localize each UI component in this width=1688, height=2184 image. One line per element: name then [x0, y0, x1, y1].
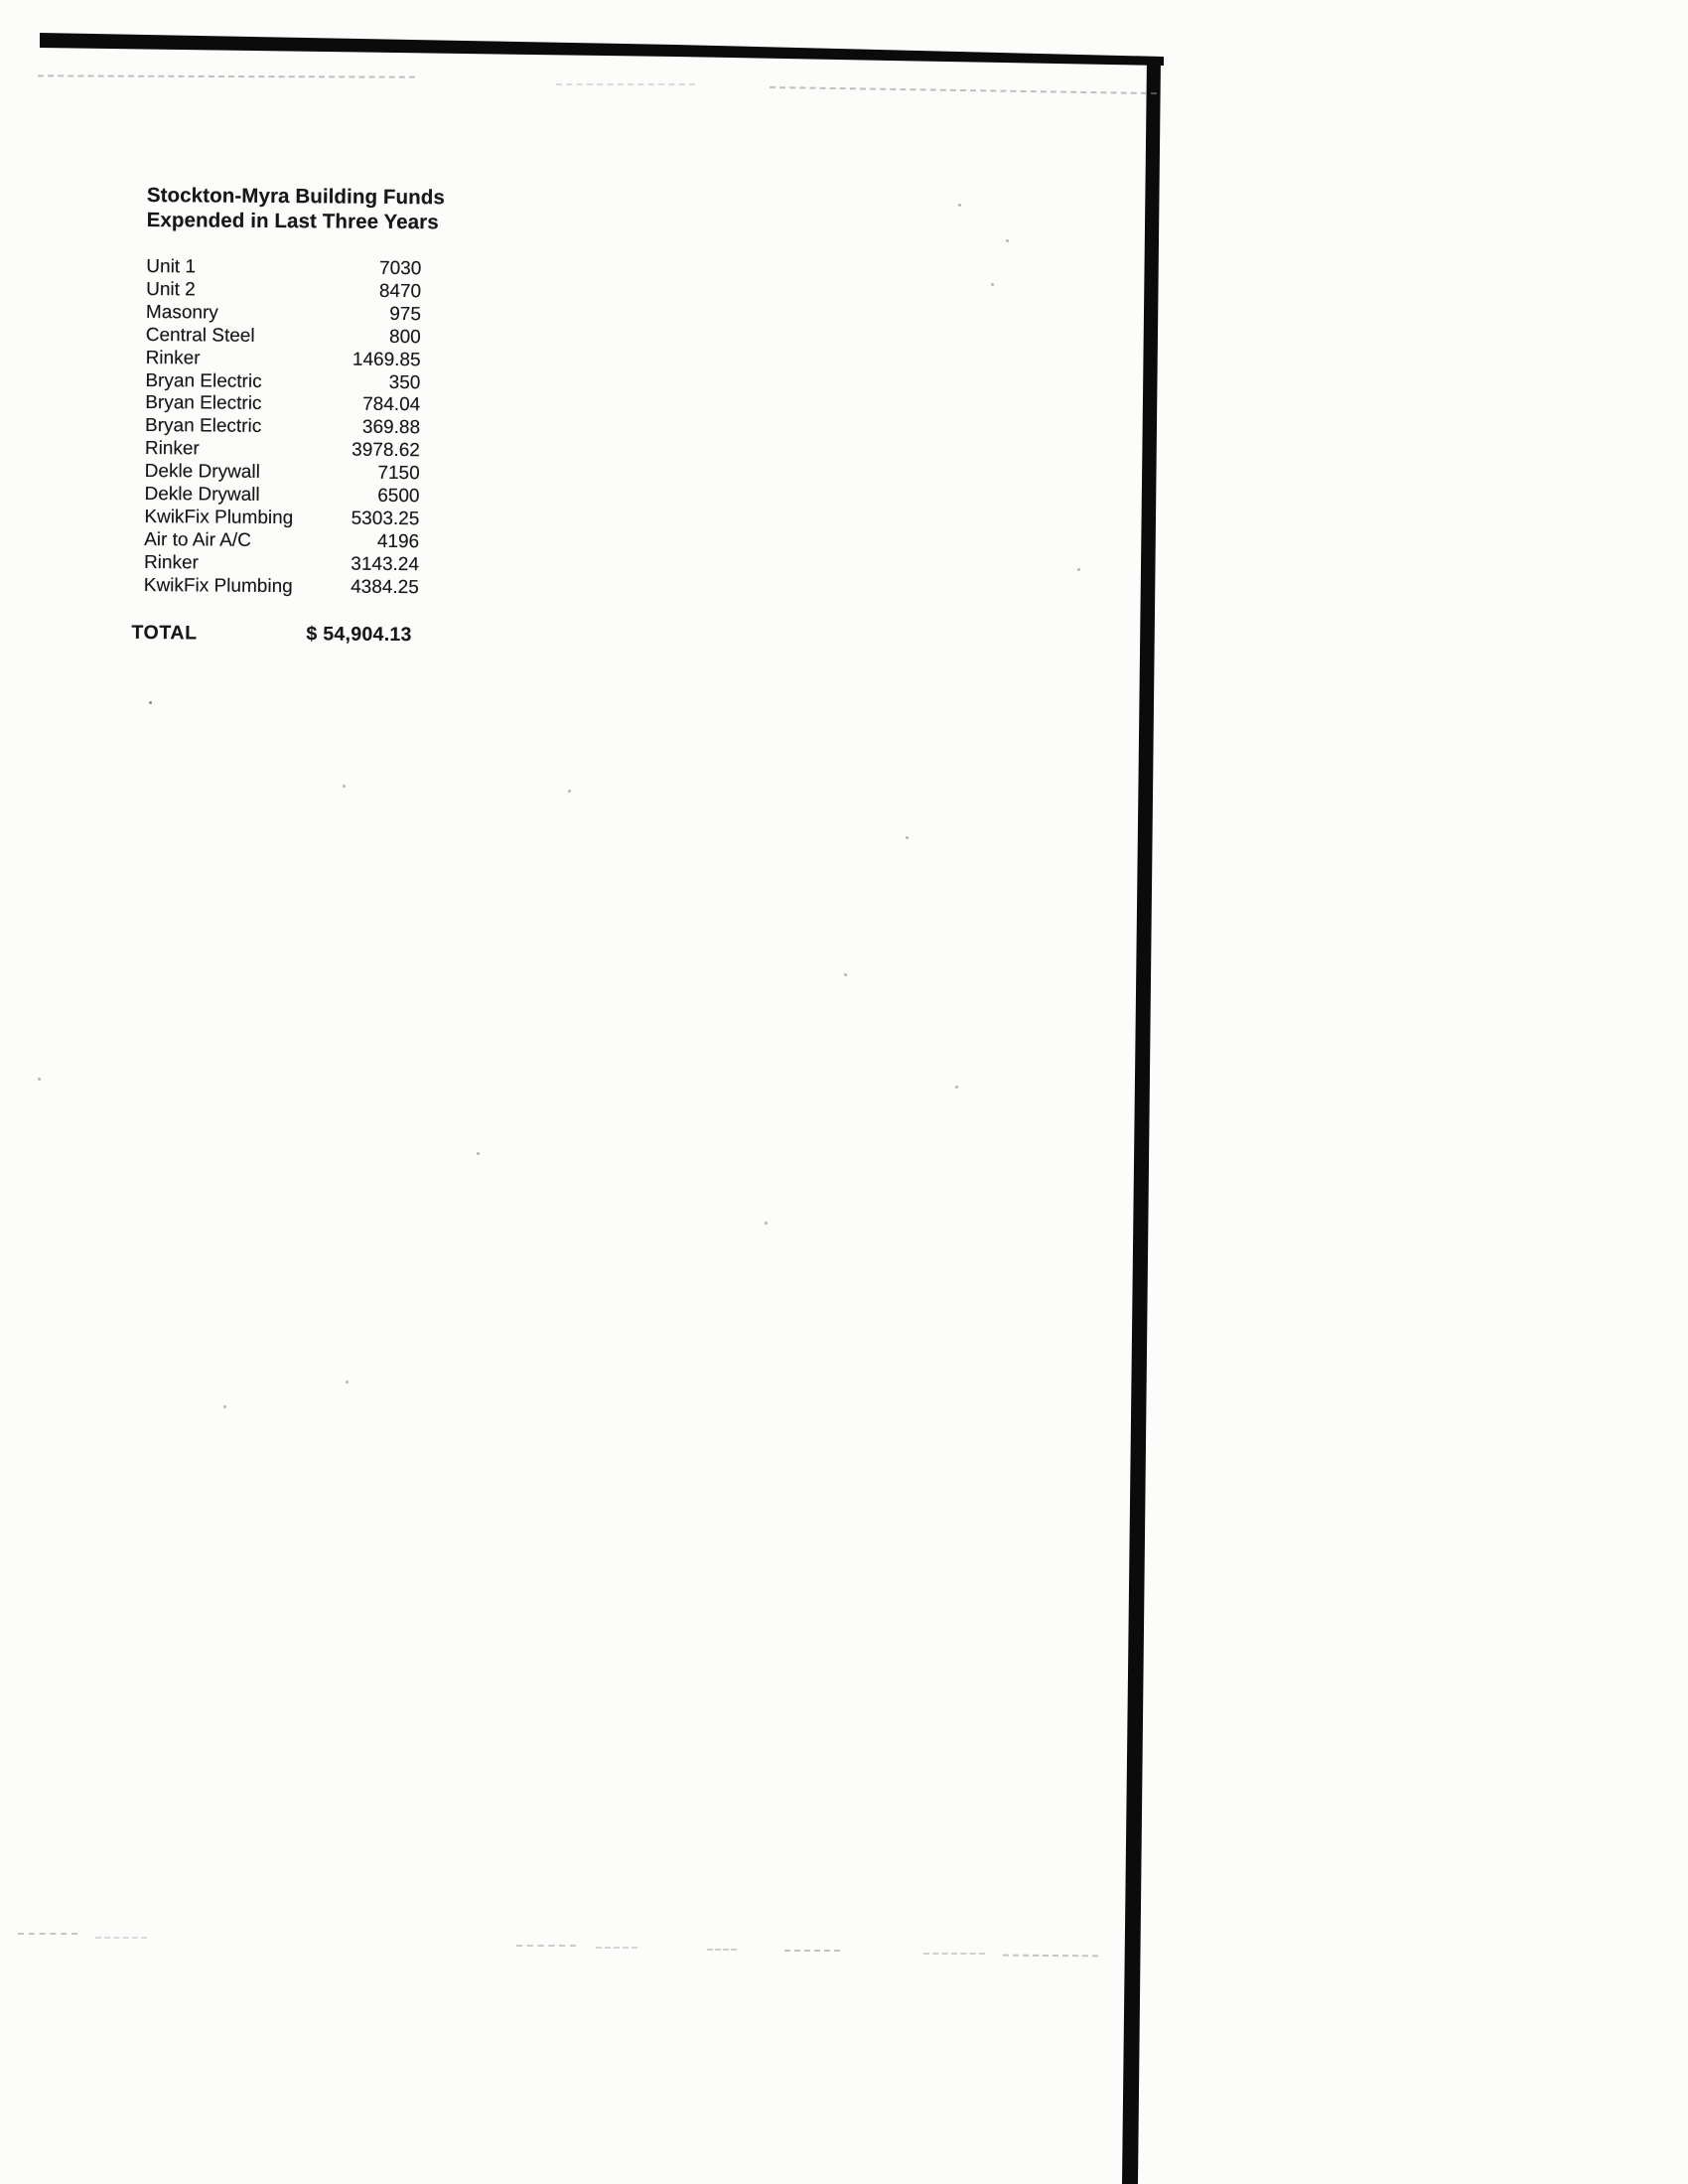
- scan-noise-speck: [991, 283, 994, 286]
- line-items: [144, 256, 422, 600]
- line-item-amount: 6500: [377, 485, 420, 508]
- scan-noise-speck: [477, 1152, 480, 1155]
- line-item: [146, 256, 421, 281]
- line-item-label: Bryan Electric: [144, 415, 262, 438]
- document-content: [131, 183, 446, 647]
- line-item-amount: 7150: [377, 462, 420, 485]
- line-item-amount: 784.04: [362, 394, 421, 416]
- line-item-label: Rinker: [144, 438, 200, 460]
- scan-noise-line: [18, 1933, 77, 1935]
- title-line-2: Expended in Last Three Years: [146, 208, 439, 234]
- document-title: [146, 183, 446, 234]
- total-label: TOTAL: [131, 621, 198, 645]
- line-item: [146, 302, 421, 327]
- scan-noise-line: [95, 1937, 147, 1939]
- scan-noise-line: [784, 1950, 840, 1952]
- line-item-label: Central Steel: [145, 324, 255, 347]
- scan-noise-line: [707, 1949, 737, 1951]
- line-item: [144, 507, 419, 531]
- line-item-label: KwikFix Plumbing: [144, 506, 294, 529]
- title-line-1: Stockton-Myra Building Funds: [146, 183, 446, 210]
- line-item-amount: 5303.25: [351, 508, 420, 530]
- scan-noise-line: [1003, 1955, 1098, 1958]
- total-row: [131, 621, 418, 647]
- scan-edge-right: [1122, 58, 1161, 2184]
- line-item-label: Air to Air A/C: [144, 528, 251, 551]
- line-item: [145, 461, 420, 486]
- line-item-label: Masonry: [145, 301, 218, 324]
- scan-noise-speck: [958, 204, 961, 207]
- scan-noise-speck: [955, 1086, 958, 1089]
- line-item: [146, 348, 421, 372]
- line-item-amount: 3143.24: [351, 553, 420, 575]
- scan-noise-speck: [38, 1078, 41, 1081]
- line-item-amount: 7030: [378, 257, 422, 280]
- line-item-amount: 4384.25: [351, 576, 419, 598]
- line-item: [144, 552, 419, 577]
- scan-noise-speck: [346, 1381, 349, 1383]
- line-item-label: Dekle Drywall: [144, 461, 260, 484]
- line-item: [145, 438, 420, 463]
- line-item-amount: 350: [388, 371, 421, 393]
- line-item: [144, 529, 419, 554]
- line-item-amount: 4196: [376, 530, 420, 553]
- line-item: [145, 392, 420, 417]
- scan-noise-line: [38, 74, 415, 77]
- line-item-label: Rinker: [145, 347, 201, 369]
- line-item-label: KwikFix Plumbing: [143, 574, 293, 597]
- line-item: [146, 279, 421, 304]
- line-item-amount: 3978.62: [352, 439, 420, 462]
- line-item-amount: 800: [389, 326, 421, 348]
- line-item-label: Bryan Electric: [145, 369, 262, 392]
- scan-noise-speck: [1006, 239, 1009, 242]
- scan-noise-speck: [343, 785, 346, 788]
- scan-noise-line: [770, 86, 1157, 94]
- line-item-amount: 369.88: [361, 417, 421, 439]
- scan-noise-speck: [906, 836, 909, 839]
- scan-noise-speck: [1077, 568, 1080, 571]
- scan-noise-speck: [149, 701, 152, 704]
- line-item: [144, 484, 419, 509]
- line-item: [145, 415, 420, 440]
- scan-noise-speck: [223, 1405, 226, 1408]
- scan-noise-speck: [765, 1222, 768, 1225]
- line-item-label: Unit 2: [146, 278, 196, 301]
- line-item: [144, 575, 419, 600]
- line-item: [146, 325, 421, 350]
- line-item: [145, 370, 420, 395]
- scan-noise-line: [923, 1953, 985, 1955]
- scan-noise-line: [596, 1947, 637, 1949]
- total-amount: $ 54,904.13: [306, 622, 412, 646]
- scan-noise-speck: [568, 790, 571, 793]
- line-item-amount: 1469.85: [352, 349, 421, 370]
- scan-noise-speck: [844, 973, 847, 976]
- line-item-label: Dekle Drywall: [144, 484, 260, 506]
- line-item-label: Unit 1: [146, 255, 197, 278]
- line-item-label: Bryan Electric: [145, 392, 262, 415]
- scan-noise-line: [556, 83, 695, 85]
- scan-noise-line: [516, 1945, 576, 1947]
- line-item-amount: 975: [389, 303, 422, 325]
- scan-edge-top: [40, 33, 1164, 66]
- line-item-amount: 8470: [378, 280, 422, 303]
- line-item-label: Rinker: [143, 551, 199, 574]
